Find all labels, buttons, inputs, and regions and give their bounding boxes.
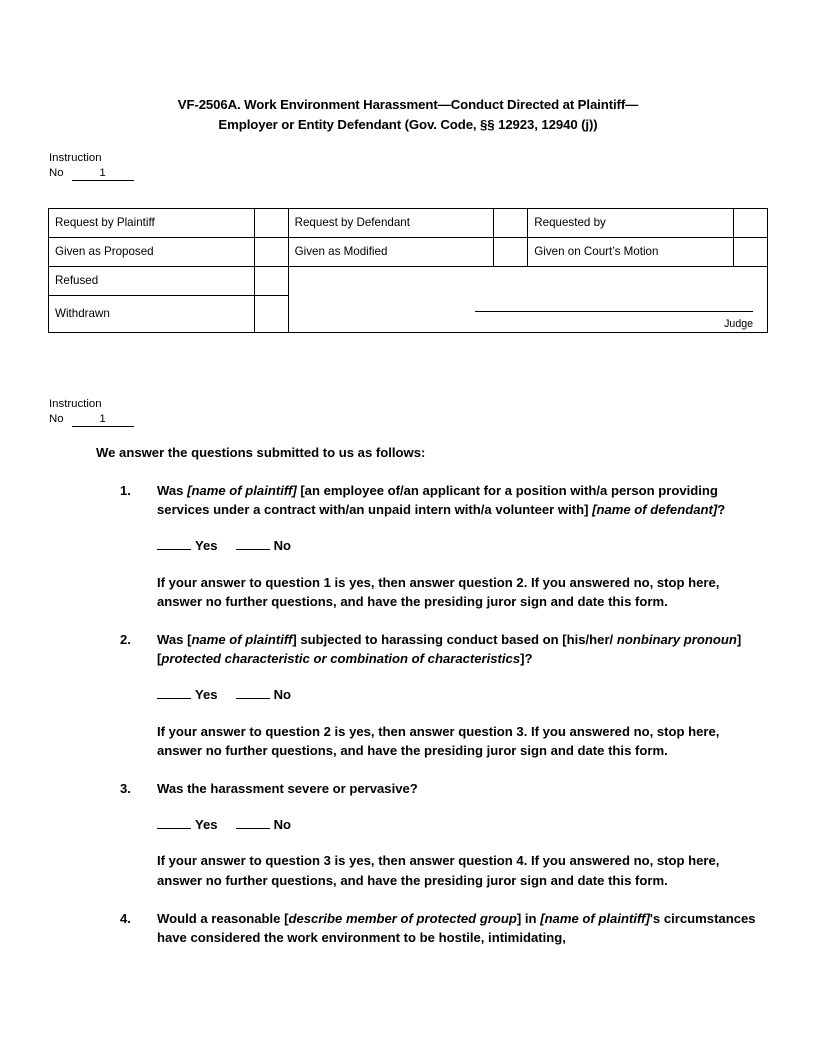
instruction-label: Instruction: [49, 152, 102, 164]
cell-given-as-modified: Given as Modified: [288, 238, 494, 267]
yes-label: Yes: [195, 687, 218, 703]
answer-line-2: [157, 685, 816, 704]
disposition-table: [48, 208, 768, 333]
yes-label: Yes: [195, 817, 218, 833]
page-title-line-2: Employer or Entity Defendant (Gov. Code, §§ 12923, 12940 (j)): [218, 117, 598, 132]
checkbox-requested-by[interactable]: [734, 209, 768, 238]
cell-refused: Refused: [49, 267, 255, 296]
no-blank[interactable]: [236, 816, 270, 829]
question-block-3: [120, 779, 768, 798]
no-blank[interactable]: [236, 537, 270, 550]
question-number: 1.: [120, 483, 131, 498]
page-title: [108, 95, 708, 135]
cell-given-as-proposed: Given as Proposed: [49, 238, 255, 267]
conditional-instruction-1: If your answer to question 1 is yes, then answer question 2. If you answered no, stop here, answer no further questions, and have the presiding juror sign and date this form.: [157, 574, 720, 609]
checkbox-withdrawn[interactable]: [254, 296, 288, 333]
question-text: Was [name of plaintiff] [an employee of/an applicant for a position with/a person providing services under a contract with/an unpaid intern with/a volunteer with] [name of defendant]?: [157, 483, 726, 518]
no-label: No: [273, 817, 292, 833]
no-blank[interactable]: [236, 686, 270, 699]
instruction-no-label: No: [49, 166, 64, 179]
question-text: Was the harassment severe or pervasive?: [157, 781, 418, 797]
yes-blank[interactable]: [157, 686, 191, 699]
judge-signature-line[interactable]: [475, 311, 753, 312]
instruction-no-value[interactable]: 1: [72, 167, 134, 181]
cell-withdrawn: Withdrawn: [49, 296, 255, 333]
checkbox-request-by-plaintiff[interactable]: [254, 209, 288, 238]
checkbox-given-as-proposed[interactable]: [254, 238, 288, 267]
answer-heading: We answer the questions submitted to us as follows:: [96, 445, 426, 460]
instruction-no-value[interactable]: 1: [72, 413, 134, 427]
table-row: [49, 209, 768, 238]
question-text: Was [name of plaintiff] subjected to harassing conduct based on [his/her/ nonbinary pronoun] [protected characteristic or combination of characteristics]?: [157, 632, 742, 667]
question-block-4: [120, 909, 768, 947]
no-label: No: [273, 538, 292, 554]
no-label: No: [273, 687, 292, 703]
yes-blank[interactable]: [157, 537, 191, 550]
instruction-label: Instruction: [49, 398, 102, 410]
checkbox-given-on-courts-motion[interactable]: [734, 238, 768, 267]
question-number: 3.: [120, 781, 131, 797]
table-row: [49, 267, 768, 296]
cell-request-by-defendant: Request by Defendant: [288, 209, 494, 238]
verdict-body: [0, 444, 816, 947]
conditional-instruction-2: If your answer to question 2 is yes, then answer question 3. If you answered no, stop here, answer no further questions, and have the presiding juror sign and date this form.: [157, 723, 720, 758]
cell-requested-by: Requested by: [528, 209, 734, 238]
checkbox-refused[interactable]: [254, 267, 288, 296]
question-number: 2.: [120, 632, 131, 648]
cell-request-by-plaintiff: Request by Plaintiff: [49, 209, 255, 238]
question-number: 4.: [120, 910, 131, 926]
yes-blank[interactable]: [157, 816, 191, 829]
conditional-instruction-3: If your answer to question 3 is yes, then answer question 4. If you answered no, stop here, answer no further questions, and have the presiding juror sign and date this form.: [157, 853, 720, 888]
instruction-number-bottom: [49, 397, 134, 427]
question-block-1: [120, 481, 768, 519]
answer-line-1: [157, 536, 816, 555]
instruction-no-label: No: [49, 412, 64, 425]
cell-given-on-courts-motion: Given on Court’s Motion: [528, 238, 734, 267]
judge-signature-cell: [288, 267, 767, 333]
instruction-number-top: [49, 151, 134, 181]
questions-container: [0, 481, 816, 947]
question-block-2: [120, 630, 768, 668]
answer-line-3: [157, 815, 816, 834]
judge-label: Judge: [724, 318, 753, 330]
table-row: [49, 238, 768, 267]
checkbox-request-by-defendant[interactable]: [494, 209, 528, 238]
page-title-line-1: VF-2506A. Work Environment Harassment—Conduct Directed at Plaintiff—: [177, 97, 639, 112]
checkbox-given-as-modified[interactable]: [494, 238, 528, 267]
yes-label: Yes: [195, 538, 218, 554]
question-text: Would a reasonable [describe member of protected group] in [name of plaintiff]'s circumstances have considered the work environment to be hostile, intimidating,: [157, 910, 756, 946]
